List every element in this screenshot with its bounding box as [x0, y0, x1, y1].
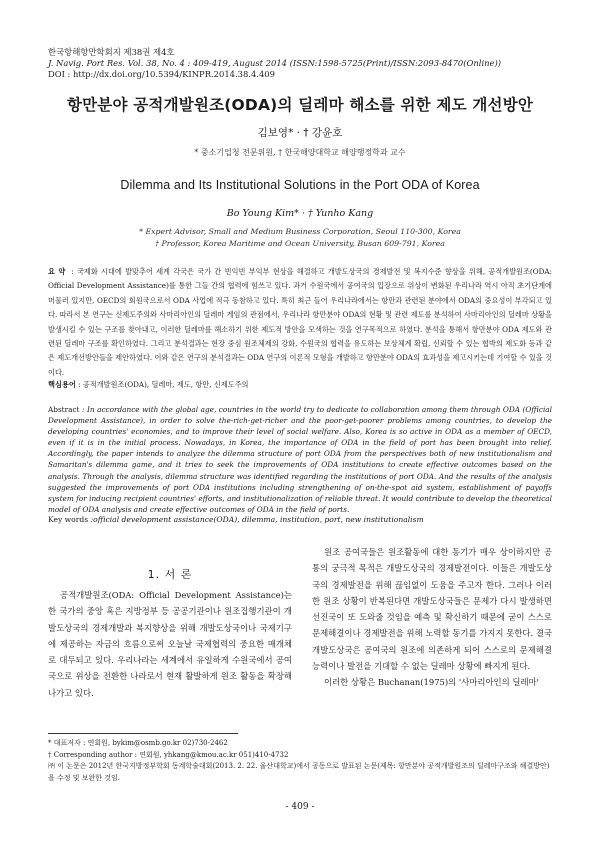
keywords-en-text: :official development assistance(ODA), dilemma, institution, port, new institutionalism	[90, 515, 424, 524]
abstract-ko	[48, 265, 552, 380]
keywords-ko	[48, 380, 552, 390]
body-column-right	[312, 544, 552, 691]
journal-name-ko: 한국항해항만학회지 제38권 제4호	[48, 47, 175, 57]
affiliation-ko: * 중소기업청 전문위원, † 한국해양대학교 해양행정학과 교수	[194, 148, 406, 157]
footnote-note: ㈜ 이 논문은 2012년 한국지방정부학회 동계학술대회(2013. 2. 22. 울산대학교)에서 공동으로 발표된 논문(제목: 항만분야 공적개발원조의 딜레마구조와 해결방안)을 수정 및 보완한 것임.	[48, 762, 550, 782]
keywords-ko-text: : 공적개발원조(ODA), 딜레마, 제도, 항만, 신제도주의	[78, 380, 249, 389]
abstract-ko-text: : 국제화 시대에 발맞추어 세계 각국은 국가 간 빈익빈 부익부 현상을 해결하고 개발도상국의 경제발전 및 복지수준 향상을 위해, 공적개발원조(ODA: Official Development Assistance)를 통한 그들 간의 협력에 힘쓰고 있다. 과거 수원국에서 공여국의 입장으로 위상이 변화된 우리나라 역시 아직 초기단계에 머물러 있지만, OECD의 회원국으로서 ODA 사업에 적극 동참하고 있다. 특히 최근 들어 우리나라에서는 항만과 관련된 분야에서 ODA의 중요성이 부각되고 있다. 따라서 본 연구는 신제도주의와 사마리아인의 딜레마 게임의 관점에서, 우리나라 항만분야 ODA의 현황 및 관련 제도를 분석하여 사마리아인의 딜레마 상황을 발생시킬 수 있는 구조를 찾아내고, 이러한 딜레마를 해소하기 위한 제도적 방안을 모색하는 것을 연구목적으로 하였다. 분석을 통해서 항만분야 ODA 제도와 관련된 딜레마 구조를 확인하였다. 그리고 분석결과는 현장 중심 원조체제의 강화, 수원국의 협력을 유도하는 보상체계 확립, 신뢰할 수 있는 협박의 제도화 등과 같은 제도개선방안들을 제안하였다. 이와 같은 연구의 분석결과는 ODA 연구의 이론적 모형을 개발하고 항만분야 ODA의 효과성을 제고시키는데 기여할 수 있을 것이다.	[48, 267, 553, 377]
body-paragraph: 이러한 상황은 Buchanan(1975)의 '사마리아인의 딜레마'	[324, 677, 539, 688]
paper-title-en: Dilemma and Its Institutional Solutions in the Port ODA of Korea	[120, 178, 480, 192]
authors-en: Bo Young Kim* · † Yunho Kang	[226, 208, 374, 219]
footnote-corresponding: † Corresponding author : 연회원, yhkang@kmou.ac.kr 051)410-4732	[48, 750, 289, 759]
affiliation-en-1: * Expert Advisor, Small and Medium Business Corporation, Seoul 110-300, Korea	[139, 227, 461, 236]
body-paragraph: 원조 공여국들은 원조활동에 대한 동기가 매우 상이하지만 공통의 궁극적 목적은 개발도상국의 경제발전이다. 이들은 개발도상국의 경제발전을 위해 끊임없이 도움을 주고자 한다. 그러나 이러한 원조 상황이 반복된다면 개발도상국들은 문제가 다시 발생하면 선진국이 또 도와줄 것임을 예측 및 확신하기 때문에 굳이 스스로 문제해결이나 경제발전을 위해 노력할 동기를 가지지 못한다. 결국 개발도상국은 공여국의 원조에 의존하게 되어 스스로의 문제해결능력이나 발전을 기대할 수 없는 딜레마 상황에 빠지게 된다.	[312, 547, 552, 672]
abstract-ko-label: 요 약	[48, 267, 66, 276]
journal-header	[48, 47, 501, 80]
section-heading: 1. 서 론	[147, 568, 193, 581]
abstract-en-label: Abstract	[48, 405, 80, 414]
affiliation-en-2: † Professor, Korea Maritime and Ocean University, Busan 609-791, Korea	[155, 239, 445, 248]
authors-ko: 김보영* · † 강윤호	[257, 127, 343, 139]
keywords-ko-label: 핵심용어	[48, 380, 76, 389]
body-column-left	[48, 587, 292, 701]
footnote-divider	[48, 733, 238, 734]
paper-title-ko: 항만분야 공적개발원조(ODA)의 딜레마 해소를 위한 제도 개선방안	[66, 96, 534, 114]
keywords-en-label: Key words	[48, 515, 89, 524]
footnotes	[48, 738, 552, 784]
page-number: - 409 -	[285, 802, 315, 812]
journal-citation: J. Navig. Port Res. Vol. 38, No. 4 : 409-419, August 2014 (ISSN:1598-5725(Print)/ISSN:2093-8470(Online))	[48, 58, 502, 68]
abstract-en	[48, 404, 552, 515]
body-paragraph: 공적개발원조(ODA: Official Development Assistance)는 한 국가의 중앙 혹은 지방정부 등 공공기관이나 원조집행기관이 개발도상국의 경제개발과 복지향상을 위해 개발도상국이나 국제기구에 제공하는 자금의 흐름으로써 오늘날 국제협력의 중요한 매개체로 대두되고 있다. 우리나라는 세계에서 유일하게 수원국에서 공여국으로 위상을 전환한 나라로서 현재 활발하게 원조 활동을 확장해 나가고 있다.	[48, 590, 292, 698]
affiliation-en	[0, 226, 600, 250]
abstract-en-text: : In accordance with the global age, countries in the world try to dedicate to collaboration among them through ODA (Official Development Assistance), in order to solve the-rich-get-richer and the poor-get-poorer problems among countries, to develop the developing countries' economies, and to improve their level of social welfare. Also, Korea is so active in ODA as a member of OECD, even if it is in the initial process. Nowadays, in Korea, the importance of ODA in the field of port has been brought into relief. Accordingly, the paper intends to analyze the dilemma structure of port ODA from the perspectives both of new institutionalism and Samaritan's dilemma game, and it tries to seek the improvements of ODA institutions to create effective outcomes based on the analysis. Through the analysis, dilemma structure was identified regarding the institutions of port ODA. And the results of the analysis suggested the improvements of port ODA institutions including strengthening of on-the-spot aid system, establishment of payoffs system for inducing recipient countries' efforts, and institutionalization of reliable threat. It would contribute to develop the theoretical model of ODA analysis and create effective outcomes of ODA in the field of ports.	[48, 405, 552, 514]
footnote-author: * 대표저자 : 연회원, bykim@osmb.go.kr 02)730-2462	[48, 739, 228, 747]
keywords-en	[48, 515, 552, 524]
doi-line: DOI : http://dx.doi.org/10.5394/KINPR.2014.38.4.409	[48, 69, 275, 79]
